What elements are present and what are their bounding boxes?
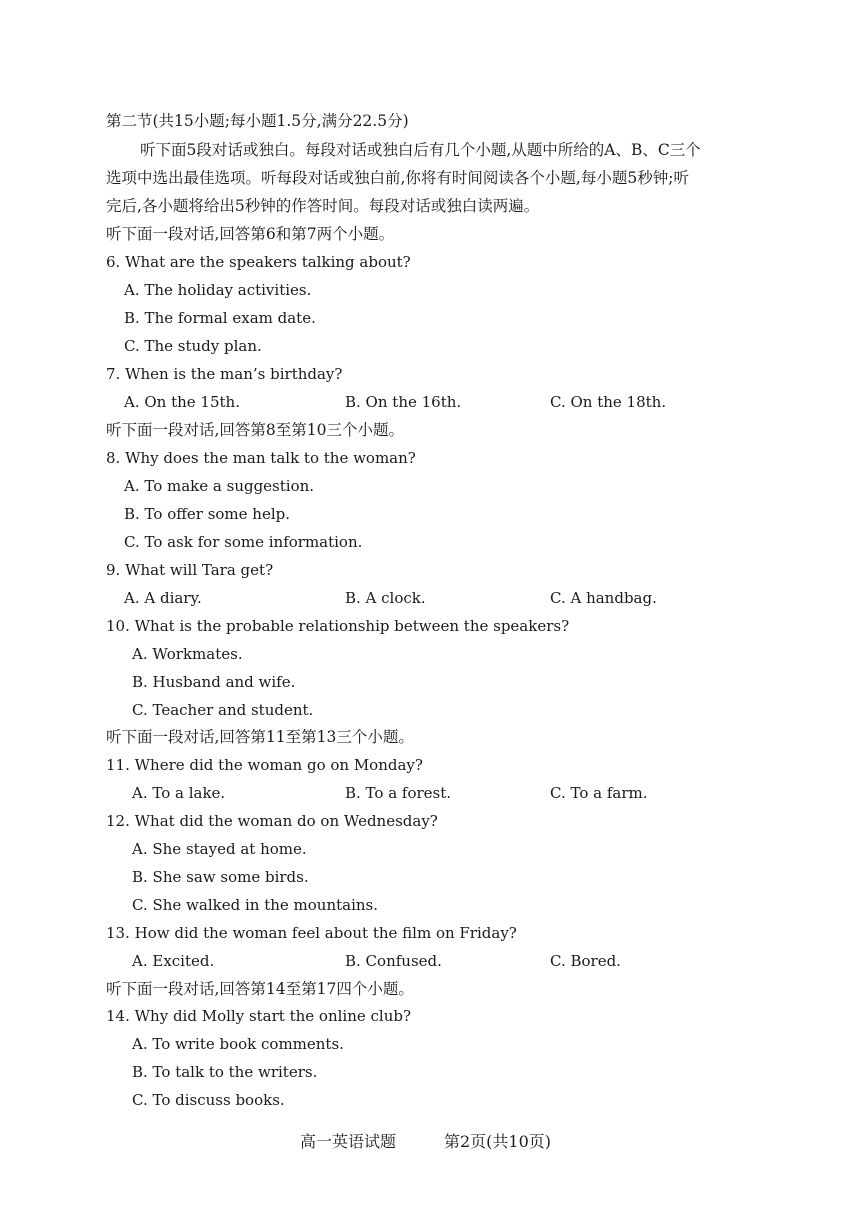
- question-7-stem: 7. When is the man’s birthday?: [106, 365, 343, 383]
- question-10-option-a: A. Workmates.: [132, 645, 243, 663]
- question-14-option-c: C. To discuss books.: [132, 1091, 285, 1109]
- question-6-option-c: C. The study plan.: [124, 337, 262, 355]
- question-7-option-a: A. On the 15th.: [124, 393, 240, 411]
- section-intro-line-1: 听下面5段对话或独白。每段对话或独白后有几个小题,从题中所给的A、B、C三个: [140, 141, 701, 159]
- question-13-stem: 13. How did the woman feel about the film on Friday?: [106, 924, 517, 942]
- question-14-stem: 14. Why did Molly start the online club?: [106, 1007, 412, 1025]
- question-13-option-b: B. Confused.: [345, 952, 442, 970]
- question-14-option-b: B. To talk to the writers.: [132, 1063, 318, 1081]
- question-14-option-a: A. To write book comments.: [132, 1035, 344, 1053]
- question-8-option-c: C. To ask for some information.: [124, 533, 363, 551]
- group-instruction-14-17: 听下面一段对话,回答第14至第17四个小题。: [106, 980, 414, 998]
- question-7-option-b: B. On the 16th.: [345, 393, 462, 411]
- question-9-option-b: B. A clock.: [345, 589, 426, 607]
- question-13-option-c: C. Bored.: [550, 952, 621, 970]
- question-6-option-a: A. The holiday activities.: [124, 281, 312, 299]
- question-9-option-c: C. A handbag.: [550, 589, 657, 607]
- question-7-option-c: C. On the 18th.: [550, 393, 667, 411]
- question-8-stem: 8. Why does the man talk to the woman?: [106, 449, 416, 467]
- question-6-option-b: B. The formal exam date.: [124, 309, 316, 327]
- question-11-stem: 11. Where did the woman go on Monday?: [106, 756, 423, 774]
- question-10-stem: 10. What is the probable relationship between the speakers?: [106, 617, 570, 635]
- question-13-option-a: A. Excited.: [132, 952, 215, 970]
- section-intro-line-3: 完后,各小题将给出5秒钟的作答时间。每段对话或独白读两遍。: [106, 197, 540, 215]
- question-12-option-c: C. She walked in the mountains.: [132, 896, 379, 914]
- section-title: 第二节(共15小题;每小题1.5分,满分22.5分): [106, 112, 409, 130]
- group-instruction-6-7: 听下面一段对话,回答第6和第7两个小题。: [106, 225, 395, 243]
- footer-subject: 高一英语试题: [300, 1132, 397, 1151]
- question-11-option-c: C. To a farm.: [550, 784, 648, 802]
- question-6-stem: 6. What are the speakers talking about?: [106, 253, 411, 271]
- group-instruction-11-13: 听下面一段对话,回答第11至第13三个小题。: [106, 728, 414, 746]
- footer-page-number: 第2页(共10页): [444, 1132, 552, 1151]
- question-8-option-b: B. To offer some help.: [124, 505, 291, 523]
- group-instruction-8-10: 听下面一段对话,回答第8至第10三个小题。: [106, 421, 405, 439]
- question-12-option-b: B. She saw some birds.: [132, 868, 309, 886]
- question-8-option-a: A. To make a suggestion.: [124, 477, 315, 495]
- question-10-option-b: B. Husband and wife.: [132, 673, 296, 691]
- question-11-option-b: B. To a forest.: [345, 784, 452, 802]
- question-12-stem: 12. What did the woman do on Wednesday?: [106, 812, 438, 830]
- question-9-option-a: A. A diary.: [124, 589, 202, 607]
- question-12-option-a: A. She stayed at home.: [132, 840, 307, 858]
- question-11-option-a: A. To a lake.: [132, 784, 226, 802]
- question-10-option-c: C. Teacher and student.: [132, 701, 314, 719]
- question-9-stem: 9. What will Tara get?: [106, 561, 274, 579]
- section-intro-line-2: 选项中选出最佳选项。听每段对话或独白前,你将有时间阅读各个小题,每小题5秒钟;听: [106, 169, 689, 187]
